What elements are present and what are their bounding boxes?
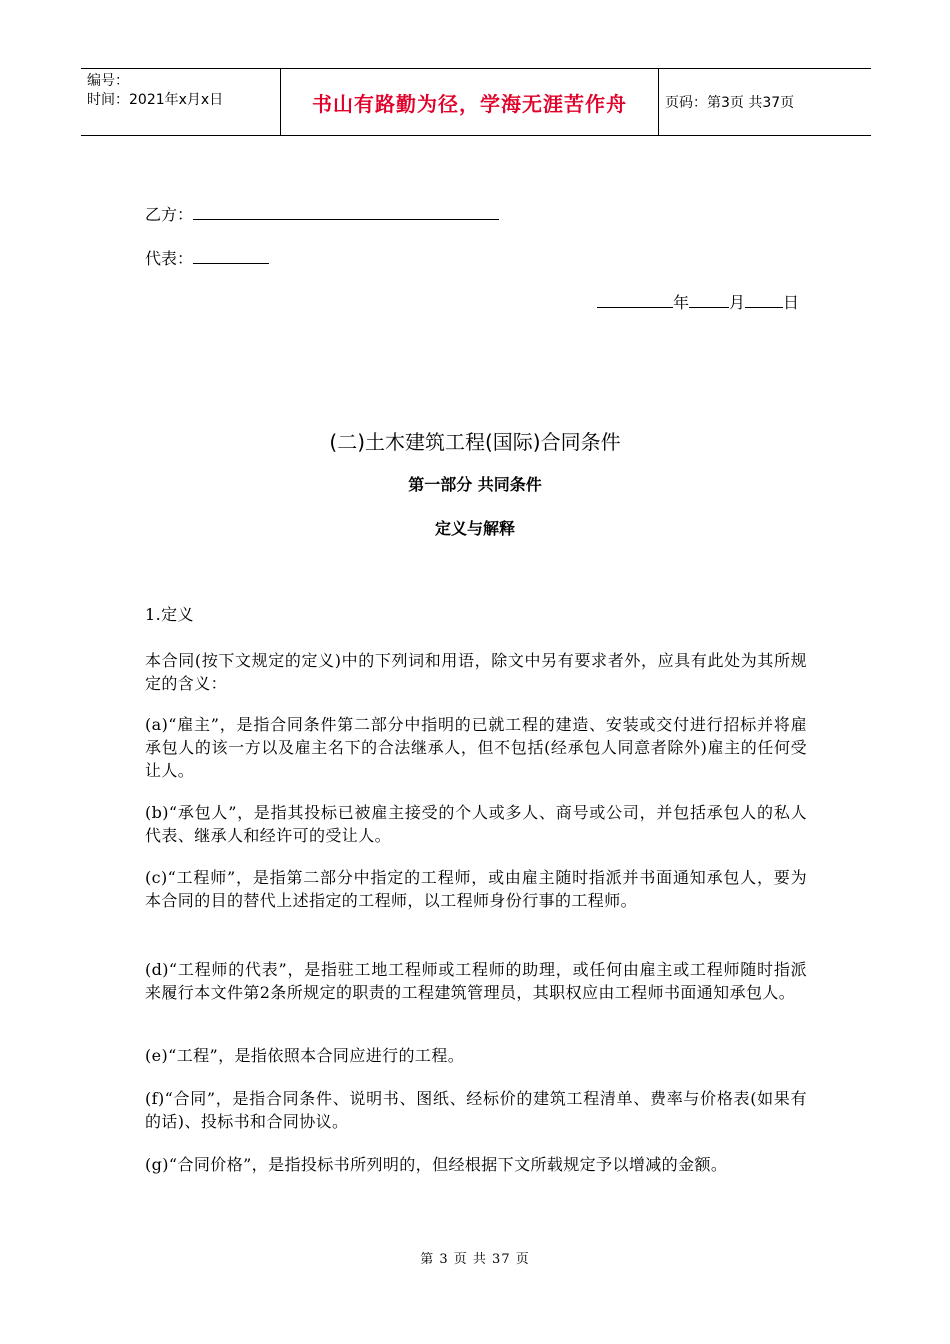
clause-heading-definitions: 1.定义 xyxy=(145,605,194,624)
main-title: (二)土木建筑工程(国际)合同条件 xyxy=(329,430,621,454)
paragraph-contract: (f)“合同”，是指合同条件、说明书、图纸、经标价的建筑工程清单、费率与价格表(如果有的话)、投标书和合同协议。 xyxy=(145,1089,807,1131)
party-b-line xyxy=(145,205,499,225)
party-b-blank xyxy=(193,205,499,220)
section-title: 定义与解释 xyxy=(434,519,515,538)
month-blank xyxy=(689,293,729,308)
year-blank xyxy=(597,293,673,308)
header-motto: 书山有路勤为径，学海无涯苦作舟 xyxy=(281,69,659,135)
document-number-label: 编号： xyxy=(87,73,129,89)
paragraph-intro: 本合同(按下文规定的定义)中的下列词和用语，除文中另有要求者外，应具有此处为其所规定的含义： xyxy=(145,651,807,693)
document-date-label: 时间：2021年x月x日 xyxy=(87,92,224,108)
day-label: 日 xyxy=(783,293,800,312)
paragraph-employer: (a)“雇主”，是指合同条件第二部分中指明的已就工程的建造、安装或交付进行招标并将雇承包人的该一方以及雇主名下的合法继承人，但不包括(经承包人同意者除外)雇主的任何受让人。 xyxy=(145,715,807,780)
paragraph-works: (e)“工程”，是指依照本合同应进行的工程。 xyxy=(145,1046,465,1065)
representative-label: 代表： xyxy=(145,249,194,268)
representative-line xyxy=(145,249,269,269)
representative-blank xyxy=(193,249,269,264)
month-label: 月 xyxy=(729,293,746,312)
day-blank xyxy=(745,293,783,308)
paragraph-engineer: (c)“工程师”，是指第二部分中指定的工程师，或由雇主随时指派并书面通知承包人，要为本合同的目的替代上述指定的工程师，以工程师身份行事的工程师。 xyxy=(145,868,807,910)
year-label: 年 xyxy=(673,293,690,312)
paragraph-engineer-representative: (d)“工程师的代表”，是指驻工地工程师或工程师的助理，或任何由雇主或工程师随时指派来履行本文件第2条所规定的职责的工程建筑管理员，其职权应由工程师书面通知承包人。 xyxy=(145,960,807,1002)
paragraph-contractor: (b)“承包人”，是指其投标已被雇主接受的个人或多人、商号或公司，并包括承包人的私人代表、继承人和经许可的受让人。 xyxy=(145,803,807,845)
document-header xyxy=(81,68,871,136)
party-b-label: 乙方： xyxy=(145,205,194,224)
date-line xyxy=(597,293,799,313)
header-meta xyxy=(81,69,281,135)
part-title: 第一部分 共同条件 xyxy=(408,475,542,494)
page-footer: 第 3 页 共 37 页 xyxy=(420,1252,530,1267)
paragraph-contract-price: (g)“合同价格”，是指投标书所列明的，但经根据下文所载规定予以增减的金额。 xyxy=(145,1155,728,1174)
header-page-info: 页码：第3页 共37页 xyxy=(665,95,795,111)
